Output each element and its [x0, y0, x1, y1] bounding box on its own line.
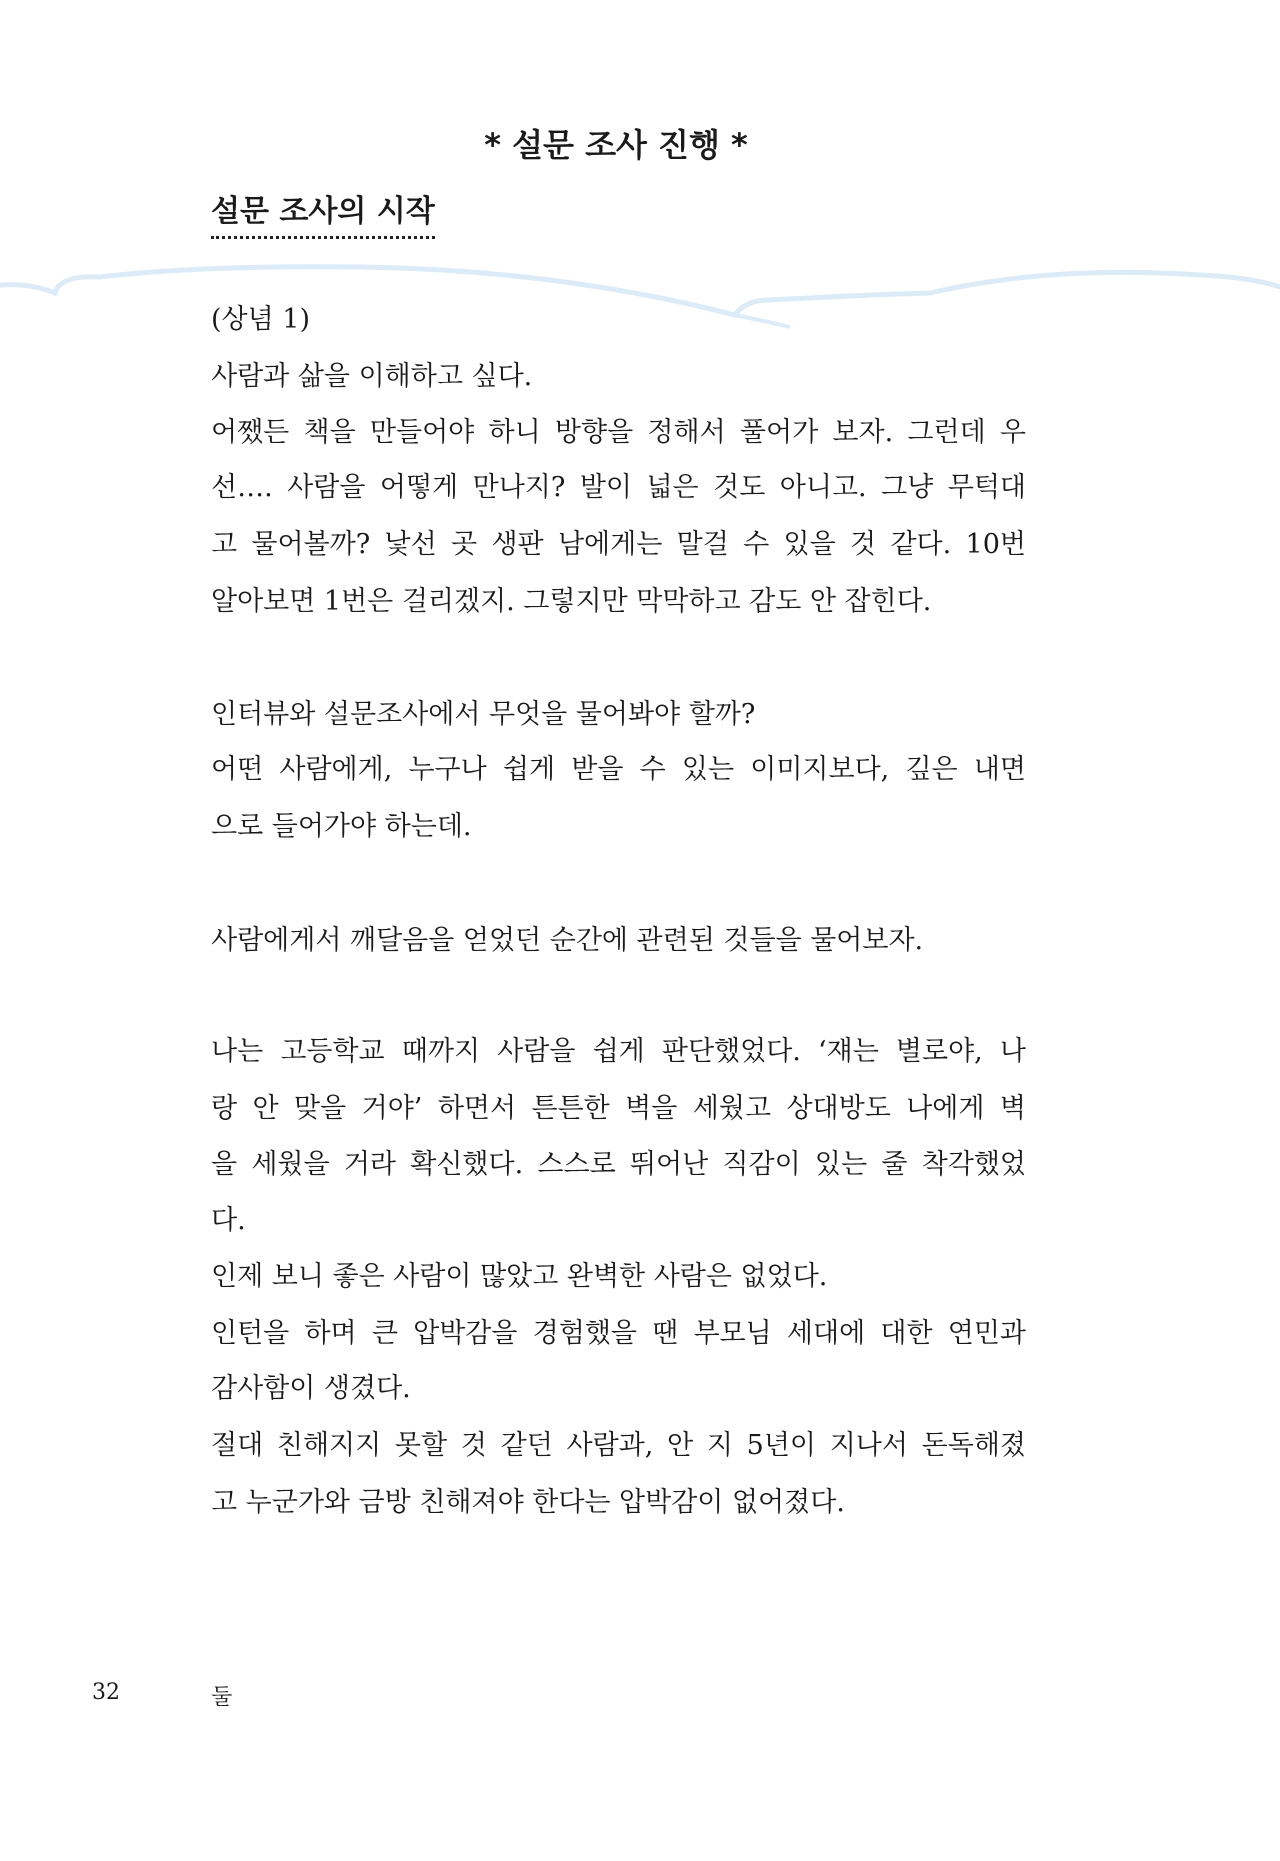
page-title: * 설문 조사 진행 *	[484, 126, 748, 164]
text-line: (상념 1)	[211, 304, 310, 335]
text-line: 을 세웠을 거라 확신했다. 스스로 뛰어난 직감이 있는 줄 착각했었	[211, 1149, 1026, 1180]
text-line: 감사함이 생겼다.	[211, 1373, 411, 1404]
text-line: 알아보면 1번은 걸리겠지. 그렇지만 막막하고 감도 안 잡힌다.	[211, 586, 932, 617]
text-line: 인턴을 하며 큰 압박감을 경험했을 땐 부모님 세대에 대한 연민과	[211, 1318, 1026, 1349]
text-line: 인제 보니 좋은 사람이 많았고 완벽한 사람은 없었다.	[211, 1261, 828, 1292]
section-heading: 설문 조사의 시작	[211, 186, 435, 239]
text-line: 랑 안 맞을 거야’ 하면서 튼튼한 벽을 세웠고 상대방도 나에게 벽	[211, 1093, 1026, 1124]
chapter-label: 둘	[211, 1685, 233, 1710]
text-line: 사람에게서 깨달음을 얻었던 순간에 관련된 것들을 물어보자.	[211, 925, 924, 956]
page-number: 32	[92, 1680, 120, 1705]
text-line: 인터뷰와 설문조사에서 무엇을 물어봐야 할까?	[211, 699, 756, 730]
text-line: 으로 들어가야 하는데.	[211, 811, 472, 842]
text-line: 고 누군가와 금방 친해져야 한다는 압박감이 없어졌다.	[211, 1487, 845, 1518]
text-line: 어쨌든 책을 만들어야 하니 방향을 정해서 풀어가 보자. 그런데 우	[211, 417, 1026, 448]
text-line: 선…. 사람을 어떻게 만나지? 발이 넓은 것도 아니고. 그냥 무턱대	[211, 472, 1026, 503]
text-line: 사람과 삶을 이해하고 싶다.	[211, 361, 533, 392]
text-line: 절대 친해지지 못할 것 같던 사람과, 안 지 5년이 지나서 돈독해졌	[211, 1430, 1026, 1461]
text-line: 나는 고등학교 때까지 사람을 쉽게 판단했었다. ‘쟤는 별로야, 나	[211, 1036, 1026, 1067]
text-line: 고 물어볼까? 낯선 곳 생판 남에게는 말걸 수 있을 것 같다. 10번	[211, 529, 1026, 560]
text-line: 어떤 사람에게, 누구나 쉽게 받을 수 있는 이미지보다, 깊은 내면	[211, 754, 1026, 785]
text-line: 다.	[211, 1205, 246, 1236]
